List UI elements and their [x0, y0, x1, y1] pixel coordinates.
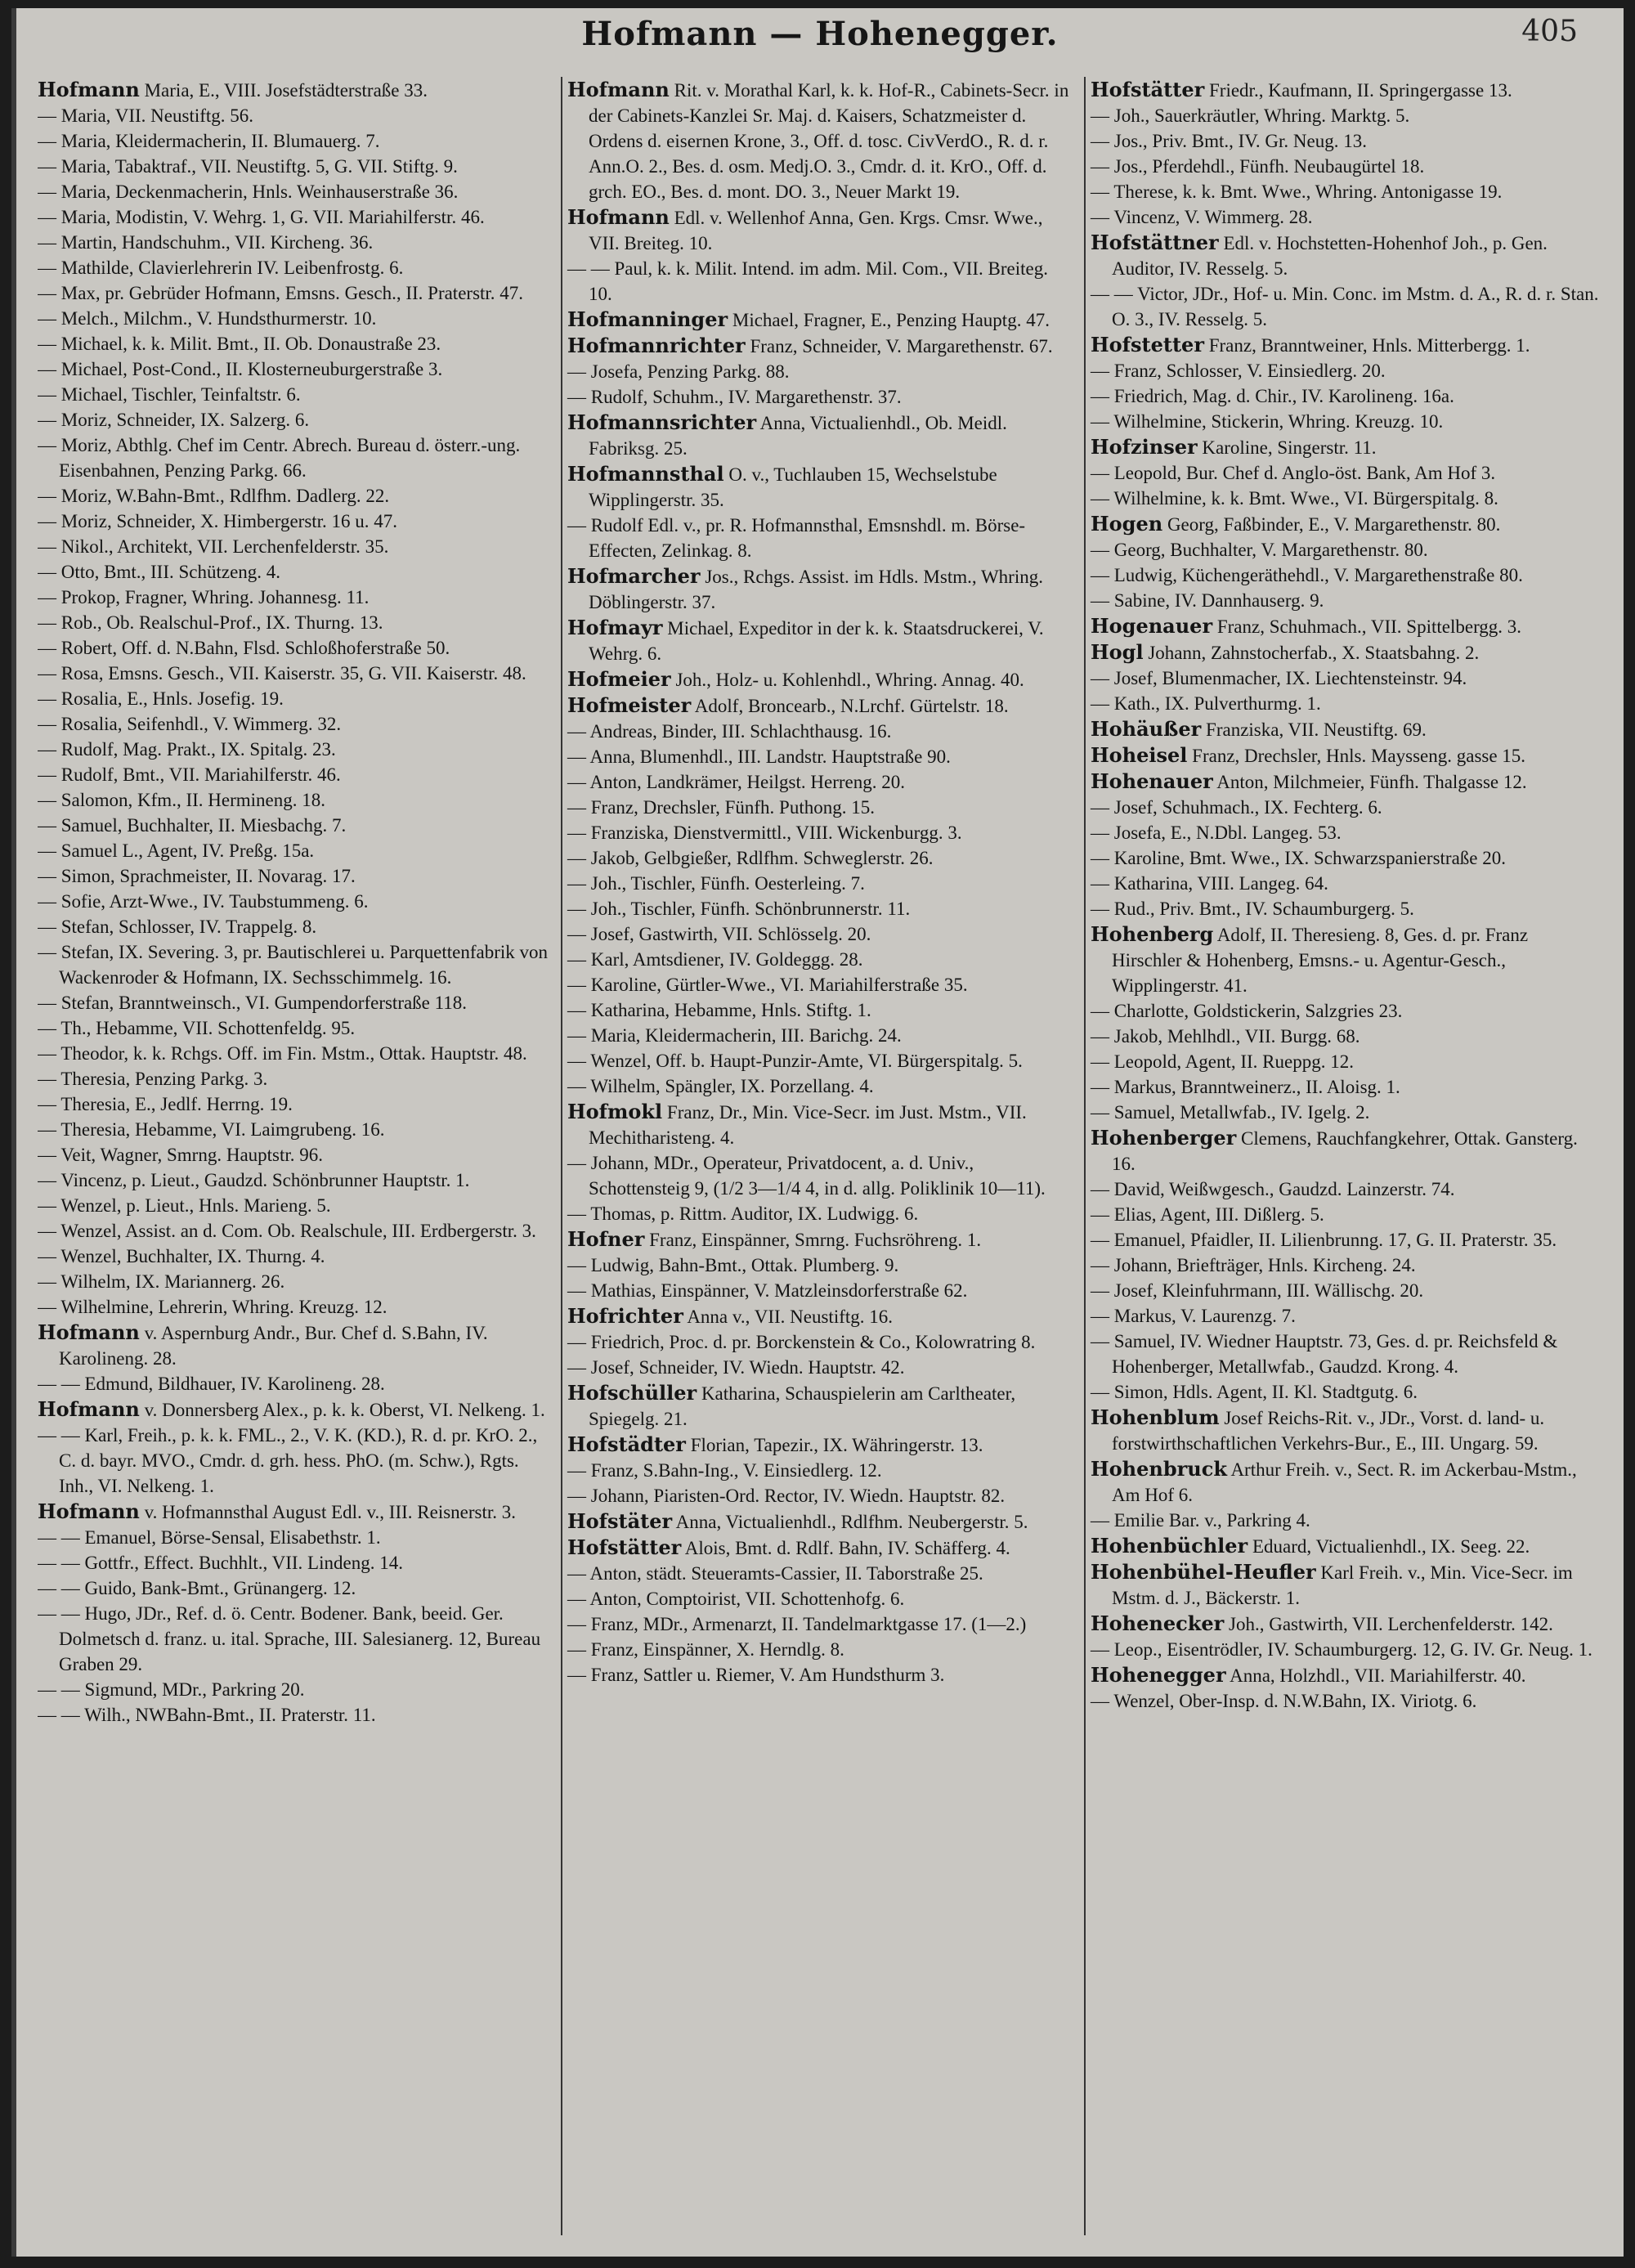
directory-entry: Hofzinser Karoline, Singerstr. 11.: [1091, 435, 1377, 459]
directory-entry: — Andreas, Binder, III. Schlachthausg. 16.: [567, 721, 892, 742]
directory-entry: — — Victor, JDr., Hof- u. Min. Conc. im Mstm. d. A., R. d. r. Stan. O. 3., IV. Resselg. 5.: [1091, 284, 1599, 329]
directory-entry: — Friedrich, Mag. d. Chir., IV. Karolineng. 16a.: [1091, 386, 1454, 406]
directory-entry: — Mathilde, Clavierlehrerin IV. Leibenfrostg. 6.: [38, 258, 404, 278]
directory-entry: Hofmannsrichter Anna, Victualienhdl., Ob. Meidl. Fabriksg. 25.: [567, 410, 1007, 459]
directory-entry: — Maria, Kleidermacherin, III. Barichg. 24.: [567, 1025, 902, 1046]
entry-surname: Hofmanninger: [567, 307, 728, 331]
directory-entry: — Theresia, E., Jedlf. Herrng. 19.: [38, 1094, 293, 1114]
page-number: 405: [1521, 15, 1578, 48]
entry-surname: Hohenberg: [1091, 922, 1214, 946]
entry-surname: Hofmeister: [567, 693, 692, 717]
directory-entry: Hogen Georg, Faßbinder, E., V. Margarethenstr. 80.: [1091, 512, 1501, 536]
directory-entry: — Samuel, Metallwfab., IV. Igelg. 2.: [1091, 1102, 1370, 1123]
entry-surname: Hofstätter: [1091, 78, 1205, 101]
directory-entry: — Franziska, Dienstvermittl., VIII. Wickenburgg. 3.: [567, 822, 962, 843]
directory-entry: — Maria, Kleidermacherin, II. Blumauerg. 7.: [38, 131, 380, 151]
directory-entry: — Franz, Schlosser, V. Einsiedlerg. 20.: [1091, 361, 1386, 381]
entry-surname: Hofmannsrichter: [567, 410, 757, 434]
directory-entry: Hofmannrichter Franz, Schneider, V. Margarethenstr. 67.: [567, 334, 1053, 357]
directory-entry: — Franz, Drechsler, Fünfh. Puthong. 15.: [567, 797, 875, 818]
directory-entry: Hohenegger Anna, Holzhdl., VII. Mariahilferstr. 40.: [1091, 1663, 1526, 1687]
entry-surname: Hohenegger: [1091, 1663, 1226, 1687]
entry-surname: Hofmann: [567, 78, 670, 101]
directory-entry: — Samuel L., Agent, IV. Preßg. 15a.: [38, 840, 315, 861]
directory-entry: — Markus, V. Laurenzg. 7.: [1091, 1306, 1296, 1326]
directory-entry: — Wilhelmine, k. k. Bmt. Wwe., VI. Bürgerspitalg. 8.: [1091, 488, 1498, 509]
directory-entry: — Simon, Sprachmeister, II. Novarag. 17.: [38, 866, 356, 886]
directory-entry: — Markus, Branntweinerz., II. Aloisg. 1.: [1091, 1077, 1400, 1097]
directory-entry: Hofstetter Franz, Branntweiner, Hnls. Mitterbergg. 1.: [1091, 333, 1530, 356]
directory-entry: — Michael, Tischler, Teinfaltstr. 6.: [38, 384, 301, 405]
directory-entry: — Theresia, Hebamme, VI. Laimgrubeng. 16.: [38, 1119, 385, 1140]
directory-entry: — Prokop, Fragner, Whring. Johannesg. 11.: [38, 587, 370, 607]
directory-entry: — Leopold, Bur. Chef d. Anglo-öst. Bank, Am Hof 3.: [1091, 463, 1496, 483]
directory-entry: — Sofie, Arzt-Wwe., IV. Taubstummeng. 6.: [38, 891, 369, 912]
directory-entry: — Robert, Off. d. N.Bahn, Flsd. Schloßhoferstraße 50.: [38, 638, 450, 658]
directory-columns: [38, 77, 1615, 2235]
directory-entry: Hofmeier Joh., Holz- u. Kohlenhdl., Whring. Annag. 40.: [567, 667, 1024, 691]
entry-surname: Hofmarcher: [567, 564, 701, 588]
entry-surname: Hofmokl: [567, 1100, 663, 1123]
entry-surname: Hofmeier: [567, 667, 671, 691]
directory-entry: — Mathias, Einspänner, V. Matzleinsdorferstraße 62.: [567, 1280, 968, 1301]
entry-surname: Hofner: [567, 1227, 645, 1251]
directory-entry: — Jakob, Gelbgießer, Rdlfhm. Schweglerstr. 26.: [567, 848, 934, 868]
directory-entry: — Rosa, Emsns. Gesch., VII. Kaiserstr. 35, G. VII. Kaiserstr. 48.: [38, 663, 526, 684]
directory-entry: Hofrichter Anna v., VII. Neustiftg. 16.: [567, 1304, 894, 1328]
page-header: [16, 15, 1624, 56]
directory-entry: Hofner Franz, Einspänner, Smrng. Fuchsröhreng. 1.: [567, 1227, 982, 1251]
directory-entry: — Samuel, IV. Wiedner Hauptstr. 73, Ges. d. pr. Reichsfeld & Hohenberger, Metallwfab., Gaudzd. Krong. 4.: [1091, 1331, 1558, 1377]
directory-entry: — Rudolf Edl. v., pr. R. Hofmannsthal, Emsnshdl. m. Börse-Effecten, Zelinkag. 8.: [567, 515, 1026, 561]
entry-surname: Hogenauer: [1091, 614, 1213, 638]
directory-entry: — Anton, Landkrämer, Heilgst. Herreng. 20.: [567, 772, 905, 792]
directory-entry: — Josefa, E., N.Dbl. Langeg. 53.: [1091, 822, 1342, 843]
entry-surname: Hogen: [1091, 512, 1163, 536]
directory-entry: — Samuel, Buchhalter, II. Miesbachg. 7.: [38, 815, 347, 836]
directory-entry: — Katharina, VIII. Langeg. 64.: [1091, 873, 1328, 894]
entry-surname: Hoheisel: [1091, 743, 1188, 767]
directory-entry: — Georg, Buchhalter, V. Margarethenstr. 80.: [1091, 540, 1428, 560]
directory-entry: — Johann, MDr., Operateur, Privatdocent, a. d. Univ., Schottensteig 9, (1/2 3—1/4 4, in d. allg. Poliklinik 10—11).: [567, 1153, 1046, 1199]
directory-entry: — Thomas, p. Rittm. Auditor, IX. Ludwigg. 6.: [567, 1203, 919, 1224]
directory-entry: — Wenzel, Ober-Insp. d. N.W.Bahn, IX. Viriotg. 6.: [1091, 1691, 1477, 1711]
directory-entry: — Charlotte, Goldstickerin, Salzgries 23.: [1091, 1001, 1403, 1021]
directory-entry: — Nikol., Architekt, VII. Lerchenfelderstr. 35.: [38, 536, 389, 557]
directory-entry: Hoheisel Franz, Drechsler, Hnls. Maysseng. gasse 15.: [1091, 743, 1526, 767]
entry-surname: Hohenbruck: [1091, 1457, 1227, 1481]
column-3: [1084, 77, 1599, 2235]
directory-entry: — Michael, Post-Cond., II. Klosterneuburgerstraße 3.: [38, 359, 443, 379]
directory-entry: Hofstätter Alois, Bmt. d. Rdlf. Bahn, IV. Schäfferg. 4.: [567, 1535, 1010, 1559]
directory-entry: — Josef, Schuhmach., IX. Fechterg. 6.: [1091, 797, 1382, 818]
directory-entry: Hofstättner Edl. v. Hochstetten-Hohenhof Joh., p. Gen. Auditor, IV. Resselg. 5.: [1091, 231, 1548, 279]
directory-entry: Hohenecker Joh., Gastwirth, VII. Lerchenfelderstr. 142.: [1091, 1611, 1553, 1635]
directory-entry: — — Paul, k. k. Milit. Intend. im adm. Mil. Com., VII. Breiteg. 10.: [567, 258, 1048, 304]
directory-entry: — Rudolf, Mag. Prakt., IX. Spitalg. 23.: [38, 739, 336, 760]
directory-entry: — Wenzel, p. Lieut., Hnls. Marieng. 5.: [38, 1195, 331, 1216]
directory-entry: Hofstätter Friedr., Kaufmann, II. Springergasse 13.: [1091, 78, 1512, 101]
directory-entry: — Vincenz, V. Wimmerg. 28.: [1091, 207, 1313, 227]
entry-surname: Hofstäter: [567, 1509, 673, 1533]
directory-entry: — Anna, Blumenhdl., III. Landstr. Hauptstraße 90.: [567, 746, 951, 767]
directory-entry: Hohenbruck Arthur Freih. v., Sect. R. im Ackerbau-Mstm., Am Hof 6.: [1091, 1457, 1577, 1505]
directory-entry: — Rudolf, Schuhm., IV. Margarethenstr. 37.: [567, 387, 902, 407]
directory-entry: Hofmayr Michael, Expeditor in der k. k. Staatsdruckerei, V. Wehrg. 6.: [567, 616, 1044, 664]
directory-entry: Hofmann Edl. v. Wellenhof Anna, Gen. Krgs. Cmsr. Wwe., VII. Breiteg. 10.: [567, 205, 1043, 253]
entry-surname: Hofmann: [38, 1320, 140, 1344]
directory-entry: Hohenberger Clemens, Rauchfangkehrer, Ottak. Gansterg. 16.: [1091, 1126, 1578, 1174]
directory-entry: Hohenberg Adolf, II. Theresieng. 8, Ges. d. pr. Franz Hirschler & Hohenberg, Emsns.- u. Agentur-Gesch., Wipplingerstr. 41.: [1091, 922, 1529, 996]
directory-entry: — Wenzel, Assist. an d. Com. Ob. Realschule, III. Erdbergerstr. 3.: [38, 1221, 536, 1241]
directory-entry: — Josef, Gastwirth, VII. Schlösselg. 20.: [567, 924, 871, 944]
entry-surname: Hohenecker: [1091, 1611, 1225, 1635]
directory-entry: — Wilhelm, IX. Mariannerg. 26.: [38, 1271, 285, 1292]
directory-entry: — Ludwig, Küchengeräthehdl., V. Margarethenstraße 80.: [1091, 565, 1523, 585]
directory-entry: Hofstädter Florian, Tapezir., IX. Währingerstr. 13.: [567, 1432, 983, 1456]
entry-surname: Hofmannsthal: [567, 462, 724, 486]
entry-surname: Hofstätter: [567, 1535, 682, 1559]
entry-surname: Hofstädter: [567, 1432, 686, 1456]
directory-entry: Hofschüller Katharina, Schauspielerin am Carltheater, Spiegelg. 21.: [567, 1381, 1016, 1429]
directory-entry: — — Guido, Bank-Bmt., Grünangerg. 12.: [38, 1578, 356, 1598]
entry-surname: Hofmannrichter: [567, 334, 746, 357]
directory-entry: Hogenauer Franz, Schuhmach., VII. Spittelbergg. 3.: [1091, 614, 1522, 638]
directory-entry: — Theodor, k. k. Rchgs. Off. im Fin. Mstm., Ottak. Hauptstr. 48.: [38, 1043, 527, 1064]
directory-entry: Hofmann v. Aspernburg Andr., Bur. Chef d. S.Bahn, IV. Karolineng. 28.: [38, 1320, 488, 1369]
directory-entry: — Martin, Handschuhm., VII. Kircheng. 36.: [38, 232, 374, 253]
directory-entry: — Franz, S.Bahn-Ing., V. Einsiedlerg. 12.: [567, 1460, 882, 1481]
directory-entry: — Josef, Kleinfuhrmann, III. Wällischg. 20.: [1091, 1280, 1424, 1301]
directory-entry: — Salomon, Kfm., II. Hermineng. 18.: [38, 790, 325, 810]
directory-entry: — — Edmund, Bildhauer, IV. Karolineng. 28.: [38, 1374, 385, 1394]
directory-entry: — Rud., Priv. Bmt., IV. Schaumburgerg. 5.: [1091, 899, 1414, 919]
directory-entry: — Otto, Bmt., III. Schützeng. 4.: [38, 562, 281, 582]
entry-surname: Hohäußer: [1091, 717, 1202, 741]
directory-entry: — Josefa, Penzing Parkg. 88.: [567, 361, 790, 382]
directory-entry: Hofmann v. Hofmannsthal August Edl. v., III. Reisnerstr. 3.: [38, 1499, 517, 1523]
directory-entry: — Emilie Bar. v., Parkring 4.: [1091, 1510, 1310, 1531]
entry-surname: Hohenbüchler: [1091, 1534, 1248, 1558]
entry-surname: Hofrichter: [567, 1304, 683, 1328]
directory-entry: Hofstäter Anna, Victualienhdl., Rdlfhm. Neubergerstr. 5.: [567, 1509, 1028, 1533]
directory-entry: — Jos., Priv. Bmt., IV. Gr. Neug. 13.: [1091, 131, 1367, 151]
directory-entry: — Max, pr. Gebrüder Hofmann, Emsns. Gesch., II. Praterstr. 47.: [38, 283, 524, 303]
directory-entry: Hofmann v. Donnersberg Alex., p. k. k. Oberst, VI. Nelkeng. 1.: [38, 1397, 545, 1421]
directory-entry: — Moriz, W.Bahn-Bmt., Rdlfhm. Dadlerg. 22.: [38, 486, 390, 506]
directory-entry: Hofmeister Adolf, Broncearb., N.Lrchf. Gürtelstr. 18.: [567, 693, 1009, 717]
directory-entry: — — Karl, Freih., p. k. k. FML., 2., V. K. (KD.), R. d. pr. KrO. 2., C. d. bayr. MVO., Cmdr. d. grh. hess. PhO. (m. Schw.), Rgts. Inh., VI. Nelkeng. 1.: [38, 1425, 538, 1496]
directory-entry: Hofmanninger Michael, Fragner, E., Penzing Hauptg. 47.: [567, 307, 1050, 331]
directory-entry: — Franz, Sattler u. Riemer, V. Am Hundsthurm 3.: [567, 1665, 945, 1685]
directory-entry: — Moriz, Abthlg. Chef im Centr. Abrech. Bureau d. österr.-ung. Eisenbahnen, Penzing Parkg. 66.: [38, 435, 521, 481]
directory-entry: — Th., Hebamme, VII. Schottenfeldg. 95.: [38, 1018, 356, 1038]
entry-surname: Hofmann: [567, 205, 670, 229]
directory-entry: — Sabine, IV. Dannhauserg. 9.: [1091, 590, 1324, 611]
directory-entry: — Wenzel, Off. b. Haupt-Punzir-Amte, VI. Bürgerspitalg. 5.: [567, 1051, 1023, 1071]
entry-surname: Hofstetter: [1091, 333, 1204, 356]
directory-entry: Hofmarcher Jos., Rchgs. Assist. im Hdls. Mstm., Whring. Döblingerstr. 37.: [567, 564, 1043, 612]
directory-entry: — Franz, Einspänner, X. Herndlg. 8.: [567, 1639, 844, 1660]
column-2: [561, 77, 1076, 2235]
directory-entry: — Anton, Comptoirist, VII. Schottenhofg. 6.: [567, 1589, 905, 1609]
directory-entry: — Jakob, Mehlhdl., VII. Burgg. 68.: [1091, 1026, 1360, 1047]
directory-entry: — Jos., Pferdehdl., Fünfh. Neubaugürtel 18.: [1091, 156, 1425, 177]
directory-entry: — Maria, Deckenmacherin, Hnls. Weinhauserstraße 36.: [38, 182, 459, 202]
entry-surname: Hohenblum: [1091, 1405, 1220, 1429]
entry-surname: Hofmann: [38, 1499, 140, 1523]
directory-entry: — Katharina, Hebamme, Hnls. Stiftg. 1.: [567, 1000, 871, 1020]
directory-entry: Hohenblum Josef Reichs-Rit. v., JDr., Vorst. d. land- u. forstwirthschaftlichen Verkehrs-Bur., E., III. Ungarg. 59.: [1091, 1405, 1545, 1454]
directory-entry: — Joh., Tischler, Fünfh. Schönbrunnerstr. 11.: [567, 899, 911, 919]
directory-entry: Hofmann Rit. v. Morathal Karl, k. k. Hof-R., Cabinets-Secr. in der Cabinets-Kanzlei Sr. Maj. d. Kaisers, Schatzmeister d. Ordens d. eisernen Krone, 3., Off. d. tosc. CivVerdO., R. d. r. Ann.O. 2., Bes. d. osm. Medj.O. 3., Cmdr. d. it. KrO., Off. d. grch. EO., Bes. d. mont. DO. 3., Neuer Markt 19.: [567, 78, 1069, 202]
directory-entry: — Stefan, Schlosser, IV. Trappelg. 8.: [38, 917, 317, 937]
directory-entry: — Rob., Ob. Realschul-Prof., IX. Thurng. 13.: [38, 612, 383, 633]
entry-surname: Hohenberger: [1091, 1126, 1237, 1150]
entry-surname: Hohenbühel-Heufler: [1091, 1560, 1316, 1584]
directory-entry: — Kath., IX. Pulverthurmg. 1.: [1091, 693, 1321, 714]
directory-entry: — Moriz, Schneider, IX. Salzerg. 6.: [38, 410, 310, 430]
directory-entry: — — Hugo, JDr., Ref. d. ö. Centr. Bodener. Bank, beeid. Ger. Dolmetsch d. franz. u. ital. Sprache, III. Salesianerg. 12, Bureau Graben 29.: [38, 1603, 541, 1674]
directory-entry: Hohäußer Franziska, VII. Neustiftg. 69.: [1091, 717, 1427, 741]
directory-entry: — Karoline, Bmt. Wwe., IX. Schwarzspanierstraße 20.: [1091, 848, 1506, 868]
directory-entry: — Stefan, Branntweinsch., VI. Gumpendorferstraße 118.: [38, 993, 468, 1013]
directory-page: [11, 8, 1624, 2257]
directory-entry: — Karl, Amtsdiener, IV. Goldeggg. 28.: [567, 949, 863, 970]
directory-entry: — Vincenz, p. Lieut., Gaudzd. Schönbrunner Hauptstr. 1.: [38, 1170, 470, 1190]
directory-entry: — — Sigmund, MDr., Parkring 20.: [38, 1679, 305, 1700]
directory-entry: — Wilhelmine, Stickerin, Whring. Kreuzg. 10.: [1091, 411, 1444, 432]
running-head: Hofmann — Hohenegger.: [581, 15, 1059, 53]
directory-entry: Hohenauer Anton, Milchmeier, Fünfh. Thalgasse 12.: [1091, 769, 1527, 793]
directory-entry: — Elias, Agent, III. Dißlerg. 5.: [1091, 1204, 1324, 1225]
directory-entry: — Michael, k. k. Milit. Bmt., II. Ob. Donaustraße 23.: [38, 334, 441, 354]
entry-surname: Hofstättner: [1091, 231, 1219, 254]
directory-entry: — — Gottfr., Effect. Buchhlt., VII. Lindeng. 14.: [38, 1553, 403, 1573]
column-1: [38, 77, 553, 2235]
directory-entry: — Karoline, Gürtler-Wwe., VI. Mariahilferstraße 35.: [567, 975, 968, 995]
directory-entry: — Stefan, IX. Severing. 3, pr. Bautischlerei u. Parquettenfabrik von Wackenroder & Hofmann, IX. Sechsschimmelg. 16.: [38, 942, 549, 988]
directory-entry: — Johann, Briefträger, Hnls. Kircheng. 24.: [1091, 1255, 1416, 1275]
directory-entry: — Wenzel, Buchhalter, IX. Thurng. 4.: [38, 1246, 325, 1266]
directory-entry: — Leopold, Agent, II. Rueppg. 12.: [1091, 1051, 1354, 1072]
directory-entry: Hofmannsthal O. v., Tuchlauben 15, Wechselstube Wipplingerstr. 35.: [567, 462, 997, 510]
directory-entry: — Wilhelmine, Lehrerin, Whring. Kreuzg. 12.: [38, 1297, 387, 1317]
directory-entry: — Emanuel, Pfaidler, II. Lilienbrunng. 17, G. II. Praterstr. 35.: [1091, 1230, 1557, 1250]
directory-entry: — Ludwig, Bahn-Bmt., Ottak. Plumberg. 9.: [567, 1255, 899, 1275]
directory-entry: — Moriz, Schneider, X. Himbergerstr. 16 u. 47.: [38, 511, 398, 531]
entry-surname: Hofmayr: [567, 616, 663, 639]
directory-entry: — Joh., Sauerkräutler, Whring. Marktg. 5.: [1091, 105, 1410, 126]
directory-entry: — Melch., Milchm., V. Hundsthurmerstr. 10.: [38, 308, 377, 329]
directory-entry: Hofmann Maria, E., VIII. Josefstädterstraße 33.: [38, 78, 428, 101]
directory-entry: — Anton, städt. Steueramts-Cassier, II. Taborstraße 25.: [567, 1563, 983, 1584]
directory-entry: — Leop., Eisentrödler, IV. Schaumburgerg. 12, G. IV. Gr. Neug. 1.: [1091, 1639, 1592, 1660]
entry-surname: Hofmann: [38, 78, 140, 101]
directory-entry: — Wilhelm, Spängler, IX. Porzellang. 4.: [567, 1076, 874, 1096]
entry-surname: Hofzinser: [1091, 435, 1198, 459]
entry-surname: Hofschüller: [567, 1381, 697, 1405]
directory-entry: — Maria, Tabaktraf., VII. Neustiftg. 5, G. VII. Stiftg. 9.: [38, 156, 458, 177]
directory-entry: — Rosalia, Seifenhdl., V. Wimmerg. 32.: [38, 714, 342, 734]
directory-entry: — — Wilh., NWBahn-Bmt., II. Praterstr. 11.: [38, 1705, 376, 1725]
directory-entry: — David, Weißwgesch., Gaudzd. Lainzerstr. 74.: [1091, 1179, 1455, 1199]
directory-entry: — Josef, Schneider, IV. Wiedn. Hauptstr. 42.: [567, 1357, 905, 1378]
directory-entry: — Joh., Tischler, Fünfh. Oesterleing. 7.: [567, 873, 865, 894]
directory-entry: — Veit, Wagner, Smrng. Hauptstr. 96.: [38, 1145, 324, 1165]
directory-entry: — Maria, Modistin, V. Wehrg. 1, G. VII. Mariahilferstr. 46.: [38, 207, 485, 227]
directory-entry: — Maria, VII. Neustiftg. 56.: [38, 105, 254, 126]
directory-entry: — Friedrich, Proc. d. pr. Borckenstein & Co., Kolowratring 8.: [567, 1332, 1036, 1352]
directory-entry: — Josef, Blumenmacher, IX. Liechtensteinstr. 94.: [1091, 668, 1467, 688]
directory-entry: — Johann, Piaristen-Ord. Rector, IV. Wiedn. Hauptstr. 82.: [567, 1486, 1006, 1506]
entry-surname: Hogl: [1091, 640, 1144, 664]
directory-entry: — Simon, Hdls. Agent, II. Kl. Stadtgutg. 6.: [1091, 1382, 1418, 1402]
directory-entry: — Therese, k. k. Bmt. Wwe., Whring. Antonigasse 19.: [1091, 182, 1503, 202]
directory-entry: Hogl Johann, Zahnstocherfab., X. Staatsbahng. 2.: [1091, 640, 1480, 664]
directory-entry: Hohenbüchler Eduard, Victualienhdl., IX. Seeg. 22.: [1091, 1534, 1530, 1558]
directory-entry: — Rudolf, Bmt., VII. Mariahilferstr. 46.: [38, 764, 341, 785]
entry-surname: Hofmann: [38, 1397, 140, 1421]
directory-entry: — Theresia, Penzing Parkg. 3.: [38, 1069, 268, 1089]
directory-entry: Hohenbühel-Heufler Karl Freih. v., Min. Vice-Secr. im Mstm. d. J., Bäckerstr. 1.: [1091, 1560, 1573, 1608]
directory-entry: — Rosalia, E., Hnls. Josefig. 19.: [38, 688, 284, 709]
directory-entry: — Franz, MDr., Armenarzt, II. Tandelmarktgasse 17. (1—2.): [567, 1614, 1027, 1634]
directory-entry: Hofmokl Franz, Dr., Min. Vice-Secr. im Just. Mstm., VII. Mechitharisteng. 4.: [567, 1100, 1027, 1148]
directory-entry: — — Emanuel, Börse-Sensal, Elisabethstr. 1.: [38, 1527, 381, 1548]
entry-surname: Hohenauer: [1091, 769, 1213, 793]
